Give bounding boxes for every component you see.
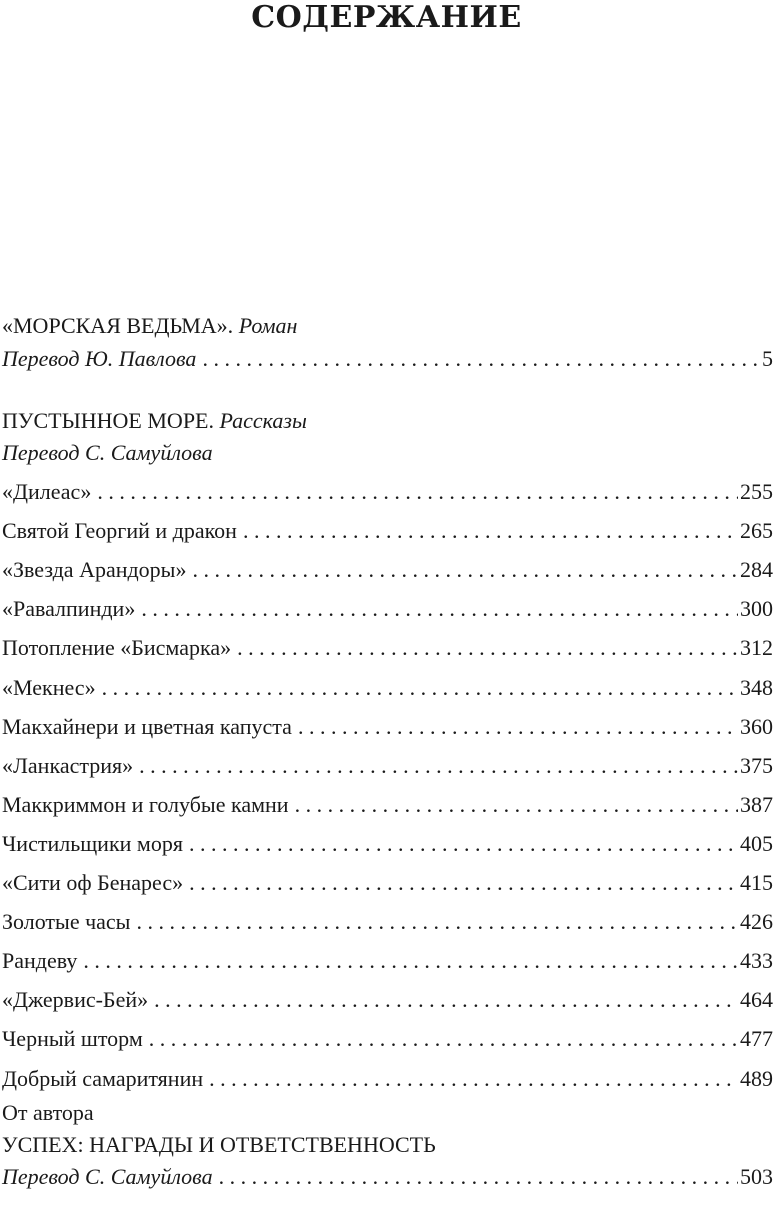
toc-entry-label: Святой Георгий и дракон bbox=[2, 518, 237, 544]
toc-entry-page: 5 bbox=[762, 346, 773, 371]
toc-entry-label: Чистильщики моря bbox=[2, 830, 183, 856]
toc-entry[interactable] bbox=[2, 514, 773, 548]
toc-entry-label: «Звезда Арандоры» bbox=[2, 557, 187, 583]
section-translator bbox=[2, 436, 773, 470]
toc-entry-page: 464 bbox=[740, 987, 773, 1013]
dot-leader bbox=[243, 514, 738, 548]
toc-entry-page: 489 bbox=[740, 1065, 773, 1091]
dot-leader bbox=[237, 631, 738, 665]
toc-entry-label: «Равалпинди» bbox=[2, 596, 136, 622]
toc-entry-label: Маккриммон и голубые камни bbox=[2, 791, 289, 817]
section-genre: Рассказы bbox=[219, 408, 307, 433]
author-note-text: От автора bbox=[2, 1100, 94, 1125]
section-title-success bbox=[2, 1128, 773, 1162]
dot-leader bbox=[102, 671, 738, 705]
toc-entry-label: Добрый самаритянин bbox=[2, 1065, 204, 1091]
toc-entry[interactable] bbox=[2, 631, 773, 665]
dot-leader bbox=[149, 1022, 738, 1056]
toc-entry[interactable] bbox=[2, 553, 773, 587]
toc-entry[interactable] bbox=[2, 983, 773, 1017]
toc-entry-label: «Джервис-Бей» bbox=[2, 987, 149, 1013]
toc-entry[interactable] bbox=[2, 1022, 773, 1056]
dot-leader bbox=[136, 905, 738, 939]
dot-leader bbox=[189, 827, 738, 861]
section-genre: Роман bbox=[238, 313, 298, 338]
toc-entry[interactable] bbox=[2, 788, 773, 822]
toc-entry-label: Потопление «Бисмарка» bbox=[2, 635, 232, 661]
toc-entry-page: 348 bbox=[740, 674, 773, 700]
dot-leader bbox=[139, 749, 738, 783]
toc-entry-label: Рандеву bbox=[2, 948, 78, 974]
section-title-sea-witch bbox=[2, 309, 773, 343]
toc-entry[interactable] bbox=[2, 710, 773, 744]
toc-entry-page: 387 bbox=[740, 791, 773, 817]
dot-leader bbox=[83, 944, 738, 978]
dot-leader bbox=[298, 710, 738, 744]
toc-entry-label: Черный шторм bbox=[2, 1026, 143, 1052]
toc-entry-translator-pavlov[interactable] bbox=[2, 342, 773, 376]
toc-entry-page: 300 bbox=[740, 596, 773, 622]
dot-leader bbox=[189, 866, 738, 900]
translator-text: Перевод С. Самуйлова bbox=[2, 440, 213, 465]
toc-entry-page: 415 bbox=[740, 870, 773, 895]
dot-leader bbox=[154, 983, 738, 1017]
dot-leader bbox=[295, 788, 738, 822]
toc-entry[interactable] bbox=[2, 827, 773, 861]
toc-entry-page: 284 bbox=[740, 557, 773, 583]
toc-entry-page: 433 bbox=[740, 948, 773, 974]
section-title-text: ПУСТЫННОЕ МОРЕ. bbox=[2, 408, 214, 433]
toc-entry-label: «Сити оф Бенарес» bbox=[2, 870, 184, 895]
dot-leader bbox=[202, 342, 760, 376]
toc-entry-label: Золотые часы bbox=[2, 909, 131, 935]
toc-entry[interactable] bbox=[2, 749, 773, 783]
toc-entry-page: 426 bbox=[740, 909, 773, 935]
toc-entry-page: 477 bbox=[740, 1026, 773, 1052]
toc-entry-page: 375 bbox=[740, 752, 773, 778]
toc-entry-label: Макхайнери и цветная капуста bbox=[2, 713, 292, 739]
toc-entry[interactable] bbox=[2, 592, 773, 626]
toc-entry-label: Перевод С. Самуйлова bbox=[2, 1164, 213, 1189]
toc-entry-label: «Мекнес» bbox=[2, 674, 96, 700]
toc-entry-page: 503 bbox=[740, 1164, 773, 1189]
toc-entry-label: Перевод Ю. Павлова bbox=[2, 346, 197, 371]
toc-entry-label: «Дилеас» bbox=[2, 479, 92, 504]
toc-entry-label: «Ланкастрия» bbox=[2, 752, 134, 778]
dot-leader bbox=[97, 475, 738, 509]
page-title: СОДЕРЖАНИЕ bbox=[251, 0, 522, 35]
toc-entry[interactable] bbox=[2, 866, 773, 900]
toc-entry[interactable] bbox=[2, 1062, 773, 1096]
section-title-desert-sea bbox=[2, 404, 773, 438]
toc-entry-page: 265 bbox=[740, 518, 773, 544]
dot-leader bbox=[141, 592, 738, 626]
dot-leader bbox=[219, 1160, 738, 1194]
toc-entry[interactable] bbox=[2, 905, 773, 939]
toc-entry[interactable] bbox=[2, 671, 773, 705]
author-note-intro bbox=[2, 1096, 773, 1130]
toc-entry-page: 360 bbox=[740, 713, 773, 739]
toc-entry-translator-samuilov[interactable] bbox=[2, 1160, 773, 1194]
dot-leader bbox=[192, 553, 738, 587]
toc-entry[interactable] bbox=[2, 475, 773, 509]
toc-entry-page: 255 bbox=[740, 479, 773, 504]
dot-leader bbox=[209, 1062, 738, 1096]
section-title-text: УСПЕХ: НАГРАДЫ И ОТВЕТСТВЕННОСТЬ bbox=[2, 1132, 436, 1157]
toc-entry[interactable] bbox=[2, 944, 773, 978]
section-title-text: «МОРСКАЯ ВЕДЬМА». bbox=[2, 313, 234, 338]
toc-entry-page: 405 bbox=[740, 830, 773, 856]
toc-entry-page: 312 bbox=[740, 635, 773, 661]
